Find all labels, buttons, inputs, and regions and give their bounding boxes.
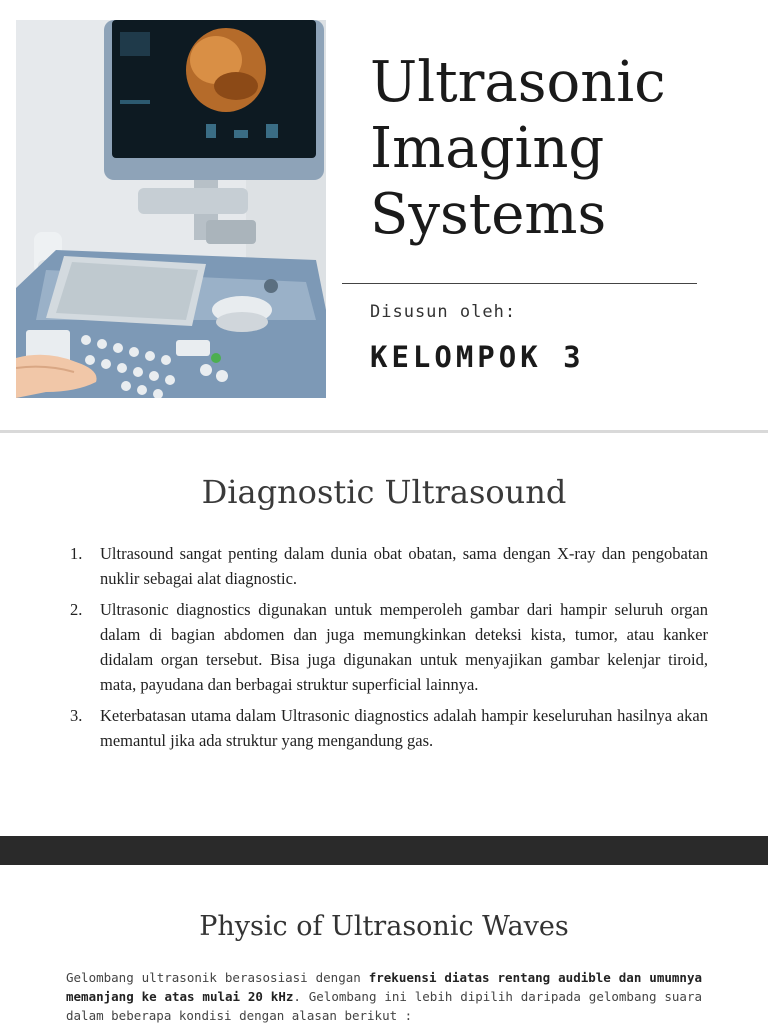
- slide-title: Physic of Ultrasonic Waves: [199, 911, 569, 942]
- list-text: Ultrasonic diagnostics digunakan untuk memperoleh gambar dari hampir seluruh organ dalam di bagian abdomen dan juga memungkinkan deteksi kista, tumor, atau kanker didalam organ tersebut. Bisa juga digunakan untuk menyajikan gambar kelenjar tiroid, mata, payudana dan berbagai struktur superficial lainnya.: [100, 600, 708, 694]
- list-item: [62, 597, 708, 697]
- list-item: [62, 541, 708, 591]
- list-number: 3.: [70, 706, 83, 725]
- title-slide: [0, 0, 768, 430]
- title-line-3: Systems: [370, 182, 607, 247]
- list-item: [62, 703, 708, 753]
- presentation-title: [370, 50, 750, 248]
- diagnostic-list: [62, 541, 708, 759]
- byline-label: Disusun oleh:: [370, 302, 517, 322]
- physics-slide: [0, 865, 768, 1024]
- list-text: Ultrasound sangat penting dalam dunia obat obatan, sama dengan X-ray dan pengobatan nuklir sebagai alat diagnostic.: [100, 544, 708, 588]
- body-text-start: Gelombang ultrasonik berasosiasi dengan: [66, 970, 369, 985]
- slide-title: Diagnostic Ultrasound: [201, 473, 567, 511]
- dark-band: [0, 836, 768, 865]
- group-name: KELOMPOK 3: [370, 340, 585, 374]
- ultrasound-machine-illustration: [16, 20, 326, 398]
- list-number: 1.: [70, 544, 83, 563]
- body-paragraph: [66, 968, 702, 1025]
- list-text: Keterbatasan utama dalam Ultrasonic diagnostics adalah hampir keseluruhan hasilnya akan memantul jika ada struktur yang mengandung gas.: [100, 706, 708, 750]
- title-line-2: Imaging: [370, 116, 605, 181]
- list-number: 2.: [70, 600, 83, 619]
- title-line-1: Ultrasonic: [370, 50, 666, 115]
- diagnostic-slide: [0, 433, 768, 836]
- ultrasound-machine-photo: [16, 20, 326, 398]
- body-text-bold: frekuensi diatas rentang audible dan umumnya memanjang ke atas mulai 20 kHz: [66, 970, 702, 1004]
- title-divider: [342, 283, 697, 284]
- body-text-end: . Gelombang ini lebih dipilih daripada gelombang suara dalam beberapa kondisi dengan alasan berikut :: [66, 989, 702, 1023]
